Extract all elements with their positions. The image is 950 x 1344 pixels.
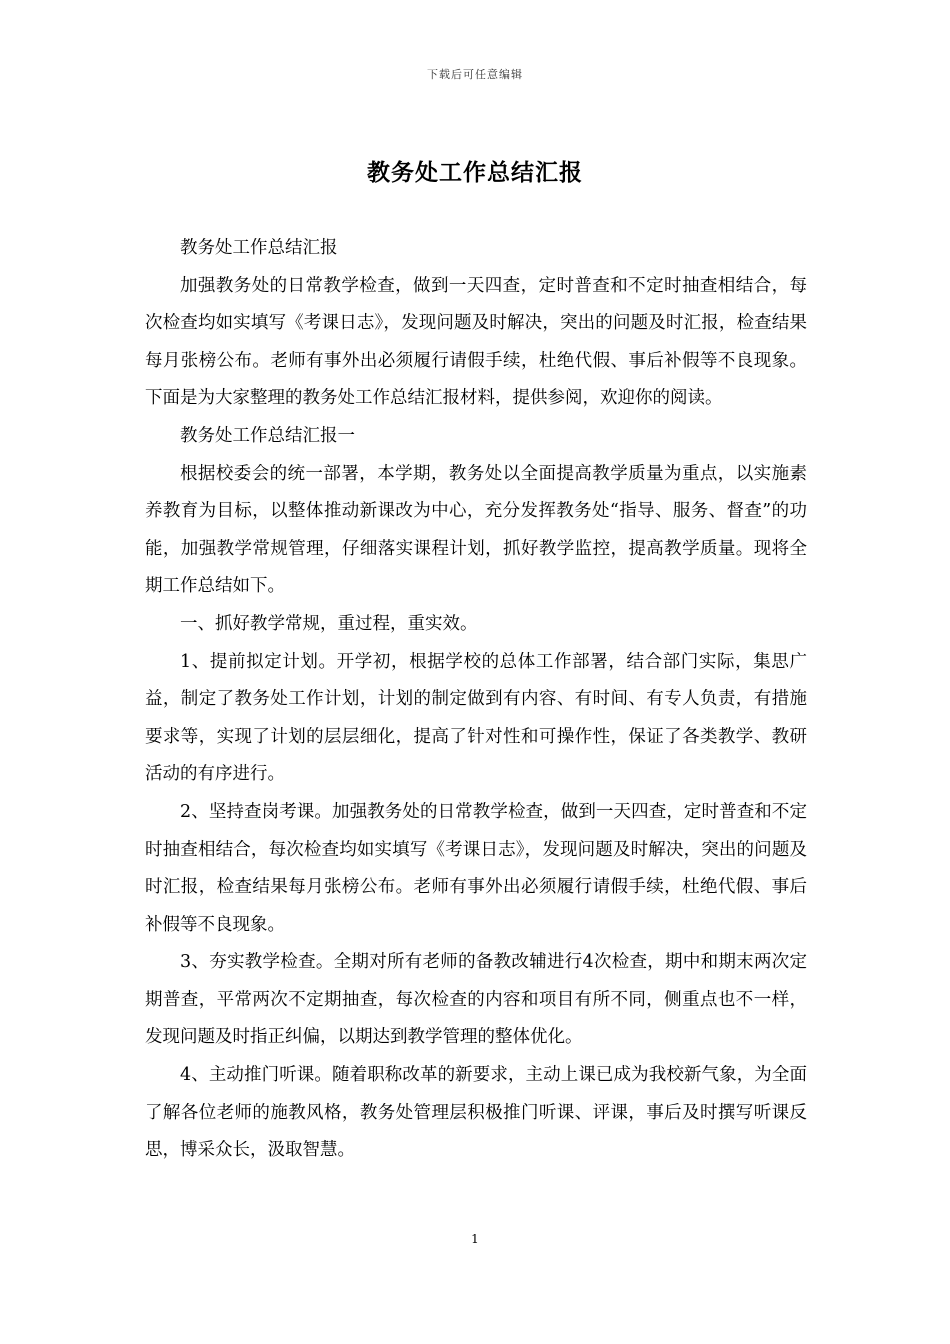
document-title: 教务处工作总结汇报 (367, 159, 583, 186)
paragraph: 2、坚持查岗考课。加强教务处的日常教学检查，做到一天四查，定时普查和不定时抽查相结合，每次检查均如实填写《考课日志》，发现问题及时解决，突出的问题及时汇报，检查结果每月张榜公布。老师有事外出必须履行请假手续，杜绝代假、事后补假等不良现象。 (145, 801, 807, 935)
paragraph: 1、提前拟定计划。开学初，根据学校的总体工作部署，结合部门实际，集思广益，制定了教务处工作计划，计划的制定做到有内容、有时间、有专人负责，有措施要求等，实现了计划的层层细化，提高了针对性和可操作性，保证了各类教学、教研活动的有序进行。 (145, 651, 807, 785)
header-note: 下载后可任意编辑 (427, 68, 523, 81)
paragraph: 3、夯实教学检查。全期对所有老师的备教改辅进行4次检查，期中和期末两次定期普查，平常两次不定期抽查，每次检查的内容和项目有所不同，侧重点也不一样，发现问题及时指正纠偏，以期达到教学管理的整体优化。 (145, 952, 807, 1048)
paragraph: 根据校委会的统一部署，本学期，教务处以全面提高教学质量为重点，以实施素养教育为目标，以整体推动新课改为中心，充分发挥教务处“指导、服务、督查”的功能，加强教学常规管理，仔细落实课程计划，抓好教学监控，提高教学质量。现将全期工作总结如下。 (145, 463, 807, 597)
document-body (145, 230, 807, 1170)
paragraph: 教务处工作总结汇报一 (180, 425, 355, 446)
page-number: 1 (471, 1232, 479, 1246)
paragraph: 加强教务处的日常教学检查，做到一天四查，定时普查和不定时抽查相结合，每次检查均如实填写《考课日志》，发现问题及时解决，突出的问题及时汇报，检查结果每月张榜公布。老师有事外出必须履行请假手续，杜绝代假、事后补假等不良现象。下面是为大家整理的教务处工作总结汇报材料，提供参阅，欢迎你的阅读。 (145, 275, 807, 409)
paragraph: 教务处工作总结汇报 (180, 238, 338, 258)
paragraph: 一、抓好教学常规，重过程，重实效。 (180, 613, 478, 634)
paragraph: 4、主动推门听课。随着职称改革的新要求，主动上课已成为我校新气象，为全面了解各位老师的施教风格，教务处管理层积极推门听课、评课，事后及时撰写听课反思，博采众长，汲取智慧。 (145, 1065, 807, 1161)
